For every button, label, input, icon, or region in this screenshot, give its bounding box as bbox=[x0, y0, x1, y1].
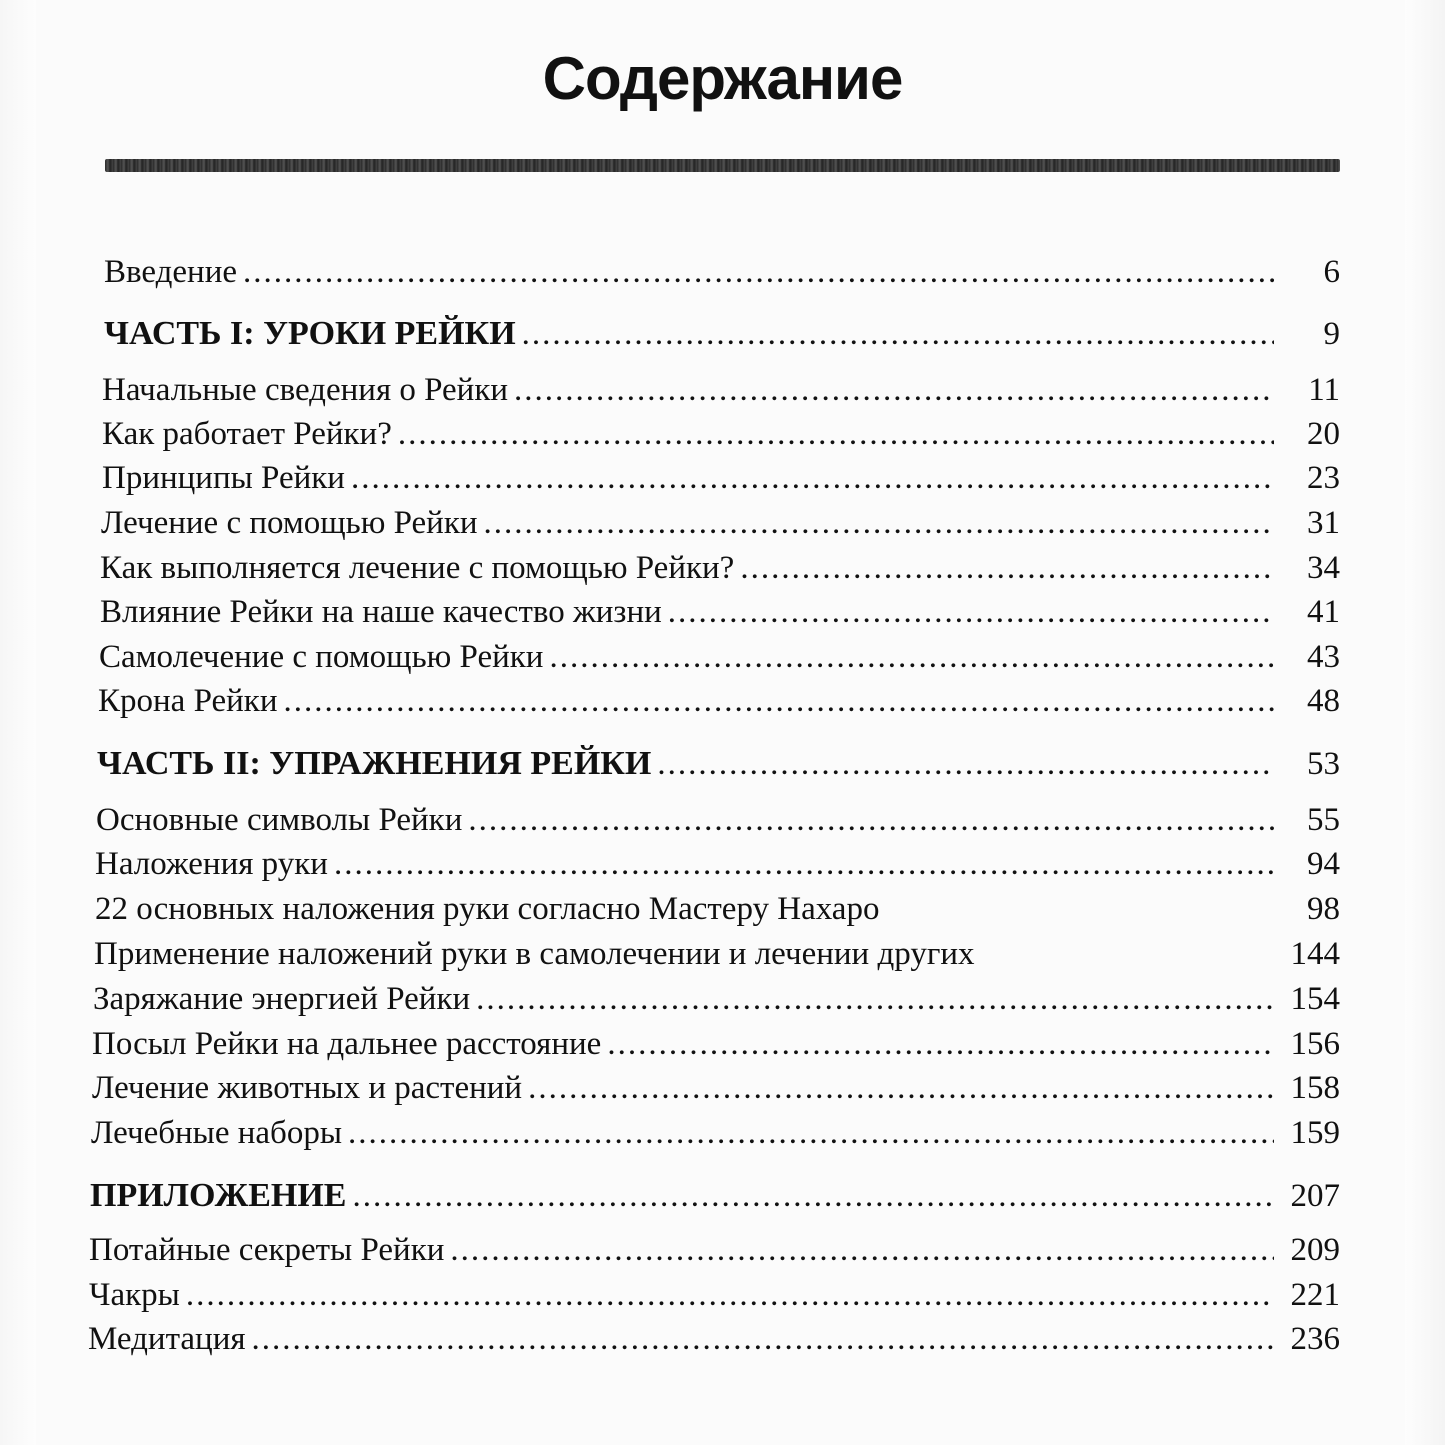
dot-leader bbox=[607, 1024, 1274, 1064]
toc-page-number: 55 bbox=[1307, 802, 1340, 838]
toc-entry bbox=[100, 588, 1340, 632]
toc-page-number: 94 bbox=[1307, 846, 1340, 882]
toc-entry-label: Применение наложений руки в самолечении и лечении других bbox=[94, 936, 975, 972]
dot-leader bbox=[348, 1113, 1274, 1153]
dot-leader bbox=[398, 414, 1274, 454]
toc-entry bbox=[98, 677, 1340, 721]
toc-entry-label: ПРИЛОЖЕНИЕ bbox=[90, 1177, 347, 1214]
toc-entry bbox=[100, 544, 1340, 588]
toc-page-number: 98 bbox=[1307, 891, 1340, 927]
dot-leader bbox=[522, 314, 1274, 354]
toc-entry-label: Лечебные наборы bbox=[91, 1115, 343, 1151]
toc-entry-label: Медитация bbox=[88, 1321, 246, 1357]
toc-part-heading bbox=[104, 310, 1340, 354]
toc-page-number: 221 bbox=[1290, 1277, 1340, 1313]
toc-entry bbox=[104, 248, 1340, 292]
toc-entry bbox=[92, 1064, 1340, 1108]
dot-leader bbox=[243, 252, 1274, 292]
toc-entry-label: Наложения руки bbox=[95, 846, 328, 882]
toc-page-number: 11 bbox=[1308, 372, 1340, 408]
toc-entry-label: Основные символы Рейки bbox=[96, 802, 463, 838]
toc-entry-label: Лечение животных и растений bbox=[92, 1070, 523, 1106]
dot-leader bbox=[450, 1230, 1274, 1270]
dot-leader bbox=[352, 1176, 1274, 1216]
toc-page-number: 236 bbox=[1290, 1321, 1340, 1357]
toc-page-number: 48 bbox=[1307, 683, 1340, 719]
toc-page-number: 31 bbox=[1307, 505, 1340, 541]
dot-leader bbox=[476, 979, 1274, 1019]
dot-leader bbox=[657, 744, 1274, 784]
toc-entry-label: Чакры bbox=[89, 1277, 180, 1313]
toc-entry-label: Как выполняется лечение с помощью Рейки? bbox=[100, 550, 735, 586]
dot-leader bbox=[351, 458, 1274, 498]
toc-entry bbox=[102, 366, 1340, 410]
dot-leader bbox=[468, 800, 1274, 840]
toc-entry-label: Лечение с помощью Рейки bbox=[101, 505, 478, 541]
toc-part-heading bbox=[97, 740, 1340, 784]
toc-entry bbox=[88, 1315, 1340, 1359]
toc-entry bbox=[102, 410, 1340, 454]
toc-entry-label: Посыл Рейки на дальнее расстояние bbox=[92, 1026, 602, 1062]
toc-page-number: 9 bbox=[1323, 316, 1340, 352]
dot-leader bbox=[514, 370, 1274, 410]
toc-page-number: 207 bbox=[1290, 1178, 1340, 1214]
toc-entry bbox=[96, 796, 1340, 840]
toc-page-number: 41 bbox=[1307, 594, 1340, 630]
toc-entry-label: Введение bbox=[104, 254, 238, 290]
toc-page-number: 6 bbox=[1323, 254, 1340, 290]
toc-page-number: 209 bbox=[1290, 1232, 1340, 1268]
toc-page-number: 23 bbox=[1307, 460, 1340, 496]
toc-page-number: 34 bbox=[1307, 550, 1340, 586]
toc-entry-label: Потайные секреты Рейки bbox=[89, 1232, 445, 1268]
toc-page-number: 154 bbox=[1290, 981, 1340, 1017]
toc-entry-label: Принципы Рейки bbox=[102, 460, 345, 496]
dot-leader bbox=[668, 592, 1274, 632]
dot-leader bbox=[186, 1275, 1274, 1315]
dot-leader bbox=[484, 503, 1274, 543]
toc-entry bbox=[101, 499, 1340, 543]
dot-leader bbox=[549, 637, 1274, 677]
toc-entry bbox=[91, 1109, 1340, 1153]
toc-entry bbox=[93, 975, 1340, 1019]
dot-leader bbox=[252, 1319, 1274, 1359]
toc-entry bbox=[89, 1271, 1340, 1315]
page-title: Содержание bbox=[542, 45, 903, 112]
toc-entry-label: Самолечение с помощью Рейки bbox=[99, 639, 544, 675]
toc-entry-label: Заряжание энергией Рейки bbox=[93, 981, 471, 1017]
toc-entry-label: ЧАСТЬ I: УРОКИ РЕЙКИ bbox=[104, 315, 516, 352]
toc-entry-label: Как работает Рейки? bbox=[102, 416, 392, 452]
toc-page-number: 53 bbox=[1307, 746, 1340, 782]
toc-entry-label: 22 основных наложения руки согласно Мастеру Нахаро bbox=[95, 891, 880, 927]
toc-entry-label: Влияние Рейки на наше качество жизни bbox=[100, 594, 662, 630]
toc-page-number: 43 bbox=[1307, 639, 1340, 675]
toc-page-number: 159 bbox=[1290, 1115, 1340, 1151]
toc-entry bbox=[94, 930, 1340, 974]
dot-leader bbox=[740, 548, 1274, 588]
toc-entry bbox=[95, 885, 1340, 929]
dot-leader bbox=[334, 844, 1274, 884]
dot-leader bbox=[528, 1068, 1274, 1108]
toc-entry-label: Крона Рейки bbox=[98, 683, 278, 719]
toc-page-number: 144 bbox=[1290, 936, 1340, 972]
toc-entry bbox=[92, 1020, 1340, 1064]
toc-entry bbox=[95, 840, 1340, 884]
toc-page-number: 20 bbox=[1307, 416, 1340, 452]
toc-entry-label: ЧАСТЬ II: УПРАЖНЕНИЯ РЕЙКИ bbox=[97, 745, 652, 782]
toc-part-heading bbox=[90, 1172, 1340, 1216]
toc-entry bbox=[102, 454, 1340, 498]
toc-entry-label: Начальные сведения о Рейки bbox=[102, 372, 509, 408]
toc-entry bbox=[99, 633, 1340, 677]
toc-page-number: 158 bbox=[1290, 1070, 1340, 1106]
toc-entry bbox=[89, 1226, 1340, 1270]
dot-leader bbox=[284, 681, 1275, 721]
toc-page-number: 156 bbox=[1290, 1026, 1340, 1062]
